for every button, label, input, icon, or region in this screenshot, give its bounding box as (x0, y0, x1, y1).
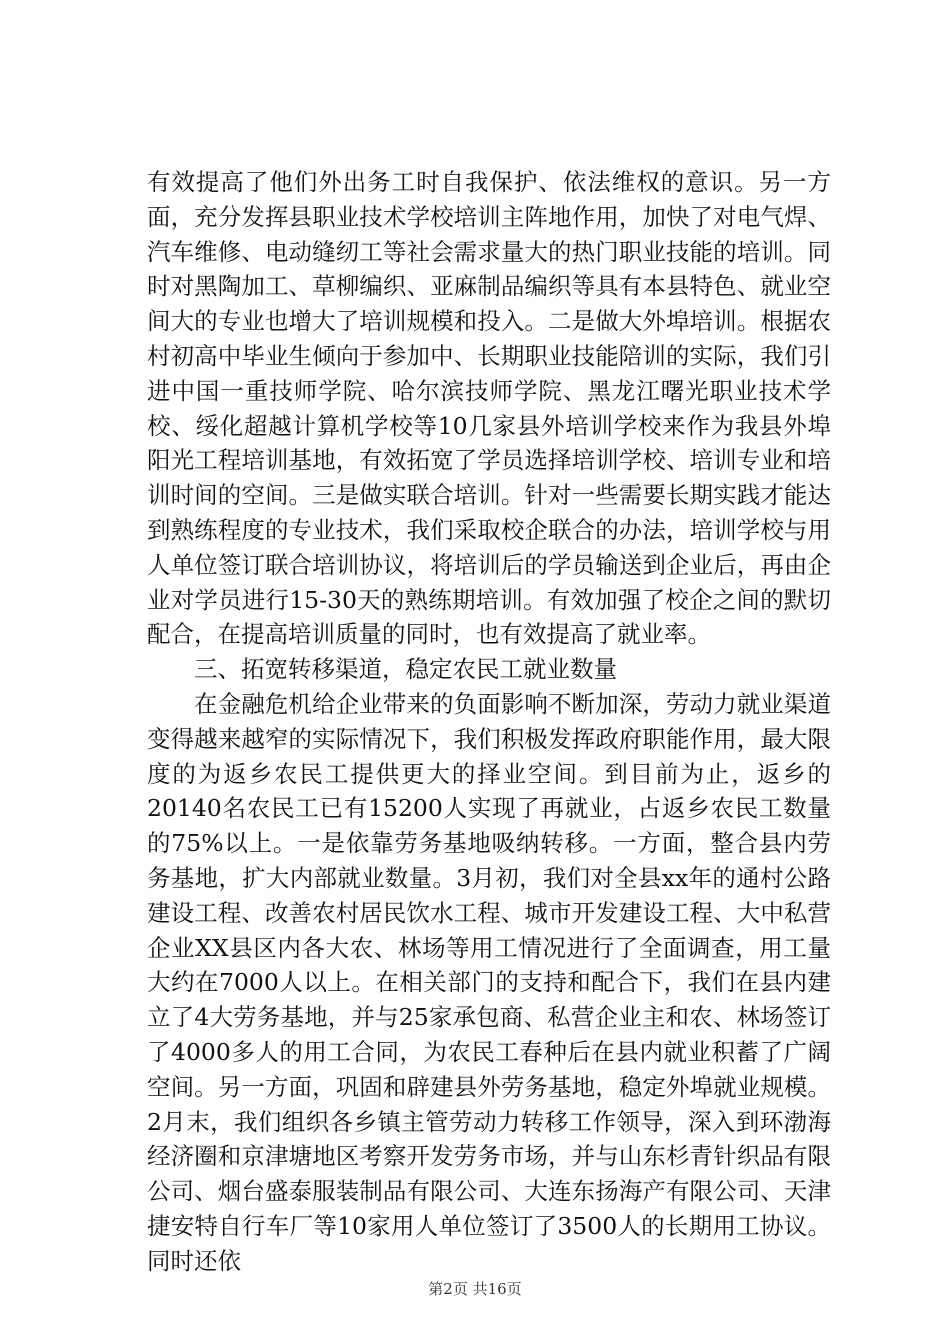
document-body (147, 165, 831, 1279)
paragraph-continued: 有效提高了他们外出务工时自我保护、依法维权的意识。另一方面，充分发挥县职业技术学校培训主阵地作用，加快了对电气焊、汽车维修、电动缝纫工等社会需求量大的热门职业技能的培训。同时对黑陶加工、草柳编织、亚麻制品编织等具有本县特色、就业空间大的专业也增大了培训规模和投入。二是做大外埠培训。根据农村初高中毕业生倾向于参加中、长期职业技能陪训的实际，我们引进中国一重技师学院、哈尔滨技师学院、黑龙江曙光职业技术学校、绥化超越计算机学校等10几家县外培训学校来作为我县外埠阳光工程培训基地，有效拓宽了学员选择培训学校、培训专业和培训时间的空间。三是做实联合培训。针对一些需要长期实践才能达到熟练程度的专业技术，我们采取校企联合的办法，培训学校与用人单位签订联合培训协议，将培训后的学员输送到企业后，再由企业对学员进行15-30天的熟练期培训。有效加强了校企之间的默切配合，在提高培训质量的同时，也有效提高了就业率。 (147, 168, 831, 649)
paragraph: 在金融危机给企业带来的负面影响不断加深，劳动力就业渠道变得越来越窄的实际情况下，我们积极发挥政府职能作用，最大限度的为返乡农民工提供更大的择业空间。到目前为止，返乡的20140名农民工已有15200人实现了再就业，占返乡农民工数量的75%以上。一是依靠劳务基地吸纳转移。一方面，整合县内劳务基地，扩大内部就业数量。3月初，我们对全县xx年的通村公路建设工程、改善农村居民饮水工程、城市开发建设工程、大中私营企业XX县区内各大农、林场等用工情况进行了全面调查，用工量大约在7000人以上。在相关部门的支持和配合下，我们在县内建立了4大劳务基地，并与25家承包商、私营企业主和农、林场签订了4000多人的用工合同，为农民工春种后在县内就业积蓄了广阔空间。另一方面，巩固和辟建县外劳务基地，稳定外埠就业规模。2月末，我们组织各乡镇主管劳动力转移工作领导，深入到环渤海经济圈和京津塘地区考察开发劳务市场，并与山东杉青针织品有限公司、烟台盛泰服装制品有限公司、大连东扬海产有限公司、天津捷安特自行车厂等10家用人单位签订了3500人的长期用工协议。同时还依 (147, 689, 831, 1275)
section-heading: 三、拓宽转移渠道，稳定农民工就业数量 (194, 655, 617, 684)
page-number-footer: 第2页 共16页 (428, 1280, 522, 1298)
